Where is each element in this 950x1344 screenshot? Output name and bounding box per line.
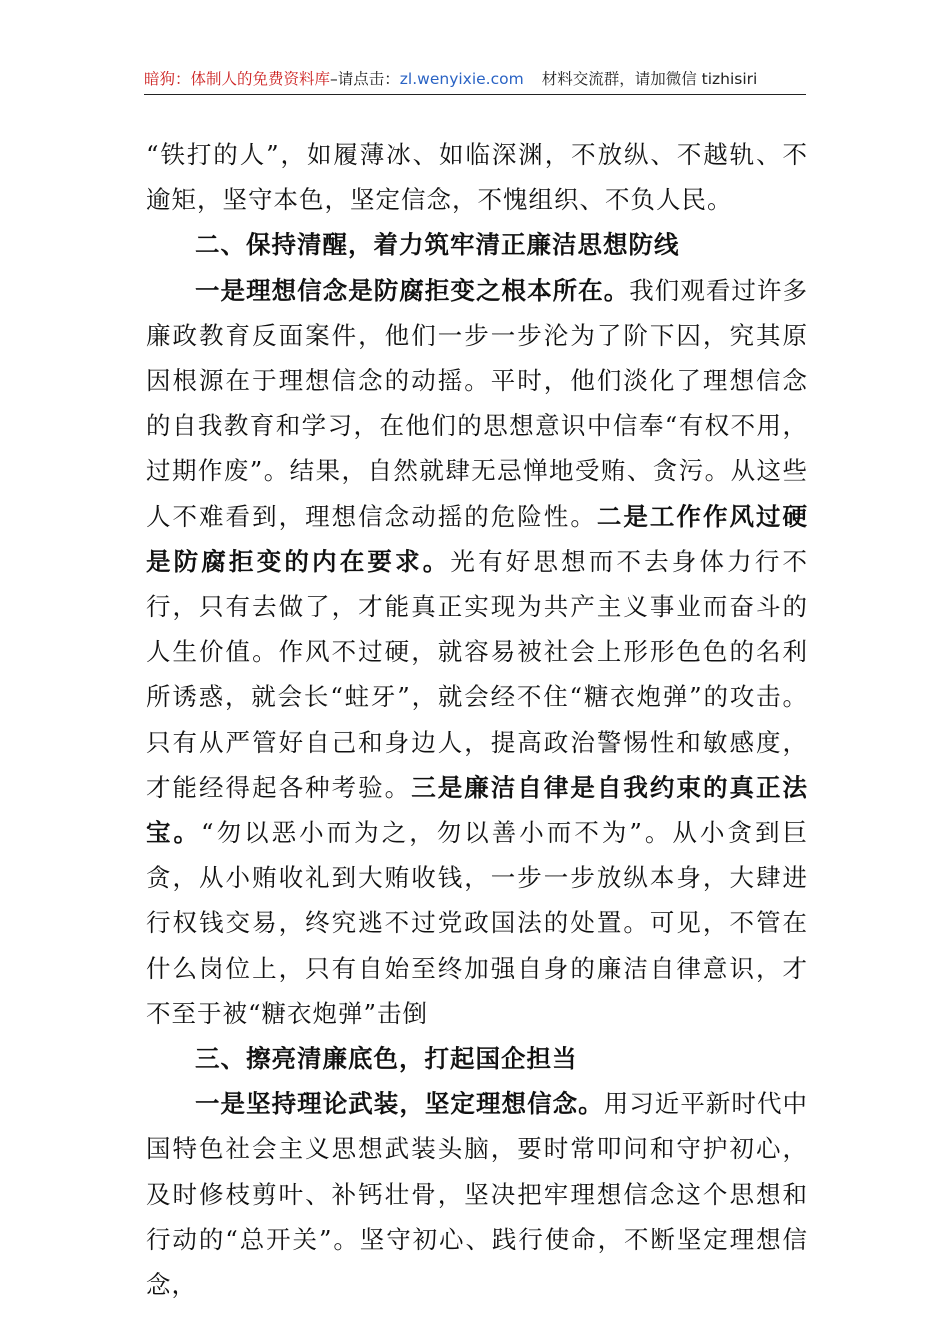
header-link[interactable]: zl.wenyixie.com [399, 70, 524, 88]
header-brand: 暗狗：体制人的免费资料库 [144, 70, 331, 88]
body-text-4: 用习近平新时代中国特色社会主义思想武装头脑，要时常叩问和守护初心，及时修枝剪叶、补钙壮骨，坚决把牢理想信念这个思想和行动的“总开关”。坚守初心、践行使命，不断坚定理想信念， [146, 1089, 809, 1300]
body-text-2: 光有好思想而不去身体力行不行，只有去做了，才能真正实现为共产主义事业而奋斗的人生价值。作风不过硬，就容易被社会上形形色色的名利所诱惑，就会长“蛀牙”，就会经不住“糖衣炮弹”的攻击。只有从严管好自己和身边人，提高政治警惕性和敏感度，才能经得起各种考验。 [146, 546, 809, 802]
section-heading-2: 二、保持清醒，着力筑牢清正廉洁思想防线 [195, 230, 680, 260]
document-body [146, 132, 808, 1307]
paragraph-section-2 [146, 268, 808, 1036]
paragraph-continuation: “铁打的人”，如履薄冰、如临深渊，不放纵、不越轨、不逾矩，坚守本色，坚定信念，不愧组织、不负人民。 [146, 140, 808, 215]
paragraph-section-3 [146, 1081, 808, 1307]
body-text-3: “勿以恶小而为之，勿以善小而不为”。从小贪到巨贪，从小贿收礼到大贿收钱，一步一步放纵本身，大肆进行权钱交易，终究逃不过党政国法的处置。可见，不管在什么岗位上，只有自始至终加强自身的廉洁自律意识，才不至于被“糖衣炮弹”击倒 [146, 818, 808, 1028]
section-heading-3: 三、擦亮清廉底色，打起国企担当 [195, 1044, 578, 1074]
page-header [144, 66, 806, 95]
header-group-text: 材料交流群，请加微信 tizhisiri [541, 70, 758, 88]
body-text-1: 我们观看过许多廉政教育反面案件，他们一步一步沦为了阶下囚，究其原因根源在于理想信念的动摇。平时，他们淡化了理想信念的自我教育和学习，在他们的思想意识中信奉“有权不用，过期作废”。结果，自然就肆无忌惮地受贿、贪污。从这些人不难看到，理想信念动摇的危险性。 [146, 275, 809, 531]
bold-lead-2: 二是工作作风过硬是防腐拒变的内在要求。 [146, 501, 809, 576]
bold-lead-1: 一是理想信念是防腐拒变之根本所在。 [195, 275, 630, 305]
bold-lead-4: 一是坚持理论武装，坚定理想信念。 [195, 1089, 604, 1119]
header-prompt: –请点击： [330, 70, 400, 88]
bold-lead-3: 三是廉洁自律是自我约束的真正法宝。 [146, 772, 809, 848]
